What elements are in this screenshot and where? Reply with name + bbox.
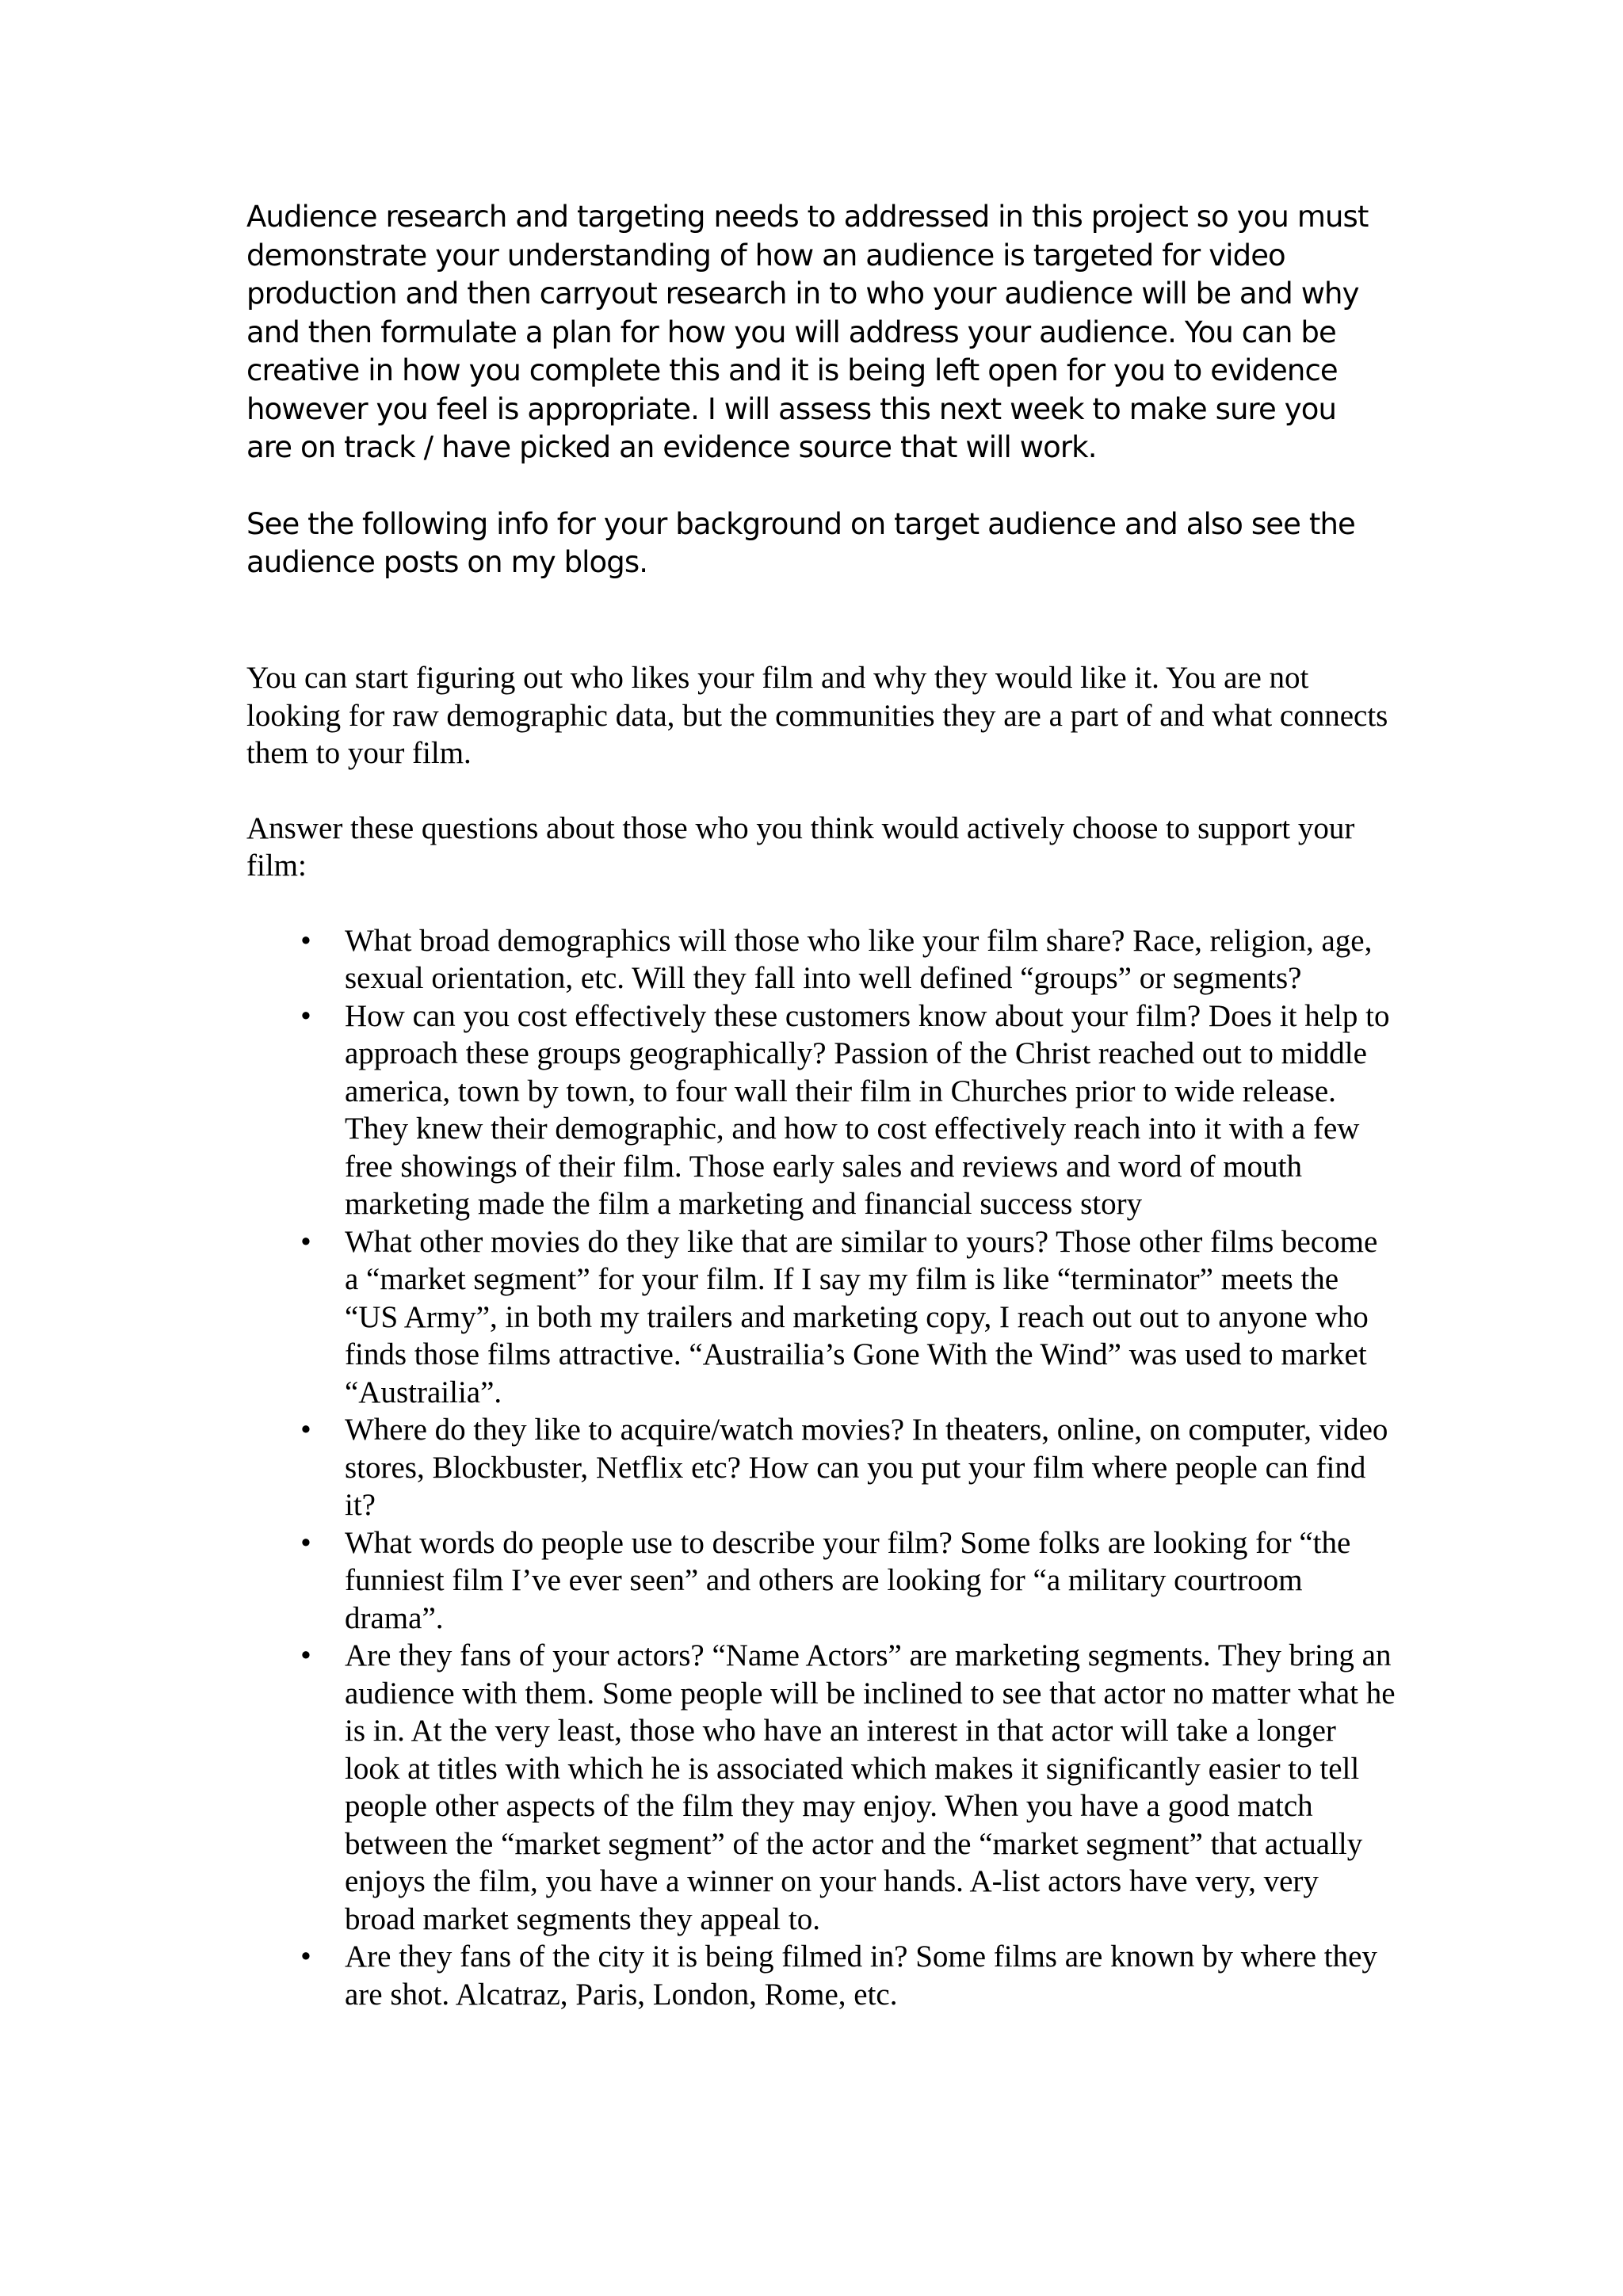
body-paragraph-communities: You can start figuring out who likes your film and why they would like it. You are not looking for raw demographic data, but the communities they are a part of and what connects them to your film. [246,661,1388,770]
list-item [246,1411,1396,1524]
bullet-icon: • [300,1939,311,1974]
question-similar-movies: What other movies do they like that are similar to yours? Those other films become a “market segment” for your film. If I say my film is like “terminator” meets the “US Army”, in both my trailers and marketing copy, I reach out out to anyone who finds those films attractive. “Austrailia’s Gone With the Wind” was used to market “Austrailia”. [345,1224,1378,1409]
target-audience-section [246,659,1396,2013]
intro-paragraph-background: See the following info for your background on target audience and also see the audience posts on my blogs. [246,506,1355,579]
bullet-icon: • [300,1525,311,1560]
intro-paragraph-assignment: Audience research and targeting needs to addressed in this project so you must demonstrate your understanding of how an audience is targeted for video production and then carryout research in to who your audience will be and why and then formulate a plan for how you will address your audience. You can be creative in how you complete this and it is being left open for you to evidence however you feel is appropriate. I will assess this next week to make sure you are on track / have picked an evidence source that will work. [246,200,1369,464]
bullet-icon: • [300,998,311,1033]
bullet-icon: • [300,1638,311,1672]
list-item [246,922,1396,997]
question-watch-channels: Where do they like to acquire/watch movies? In theaters, online, on computer, video stores, Blockbuster, Netflix etc? How can you put your film where people can find it? [345,1413,1388,1522]
question-demographics: What broad demographics will those who like your film share? Race, religion, age, sexual orientation, etc. Will they fall into well defined “groups” or segments? [345,923,1373,995]
question-descriptive-words: What words do people use to describe your film? Some folks are looking for “the funniest film I’ve ever seen” and others are looking for “a military courtroom drama”. [345,1525,1351,1635]
list-item [246,1524,1396,1638]
bullet-icon: • [300,923,311,958]
list-item [246,1637,1396,1938]
body-paragraph-questions-intro: Answer these questions about those who you think would actively choose to support your film: [246,810,1355,883]
list-item [246,1938,1396,2013]
list-item [246,1223,1396,1412]
questions-list [246,922,1396,2014]
bullet-icon: • [300,1413,311,1447]
list-item [246,997,1396,1223]
question-cost-effective-reach: How can you cost effectively these customers know about your film? Does it help to approach these groups geographically? Passion of the Christ reached out to middle america, town by town, to four wall their film in Churches prior to wide release. They knew their demographic, and how to cost effectively reach into it with a few free showings of their film. Those early sales and reviews and word of mouth marketing made the film a marketing and financial success story [345,998,1390,1221]
intro-section [246,198,1388,620]
bullet-icon: • [300,1224,311,1259]
question-filming-city: Are they fans of the city it is being filmed in? Some films are known by where they are shot. Alcatraz, Paris, London, Rome, etc. [345,1939,1377,2012]
question-actor-fans: Are they fans of your actors? “Name Actors” are marketing segments. They bring an audience with them. Some people will be inclined to see that actor no matter what he is in. At the very least, those who have an interest in that actor will take a longer look at titles with which he is associated which makes it significantly easier to tell people other aspects of the film they may enjoy. When you have a good match between the “market segment” of the actor and the “market segment” that actually enjoys the film, you have a winner on your hands. A-list actors have very, very broad market segments they appeal to. [345,1638,1396,1936]
